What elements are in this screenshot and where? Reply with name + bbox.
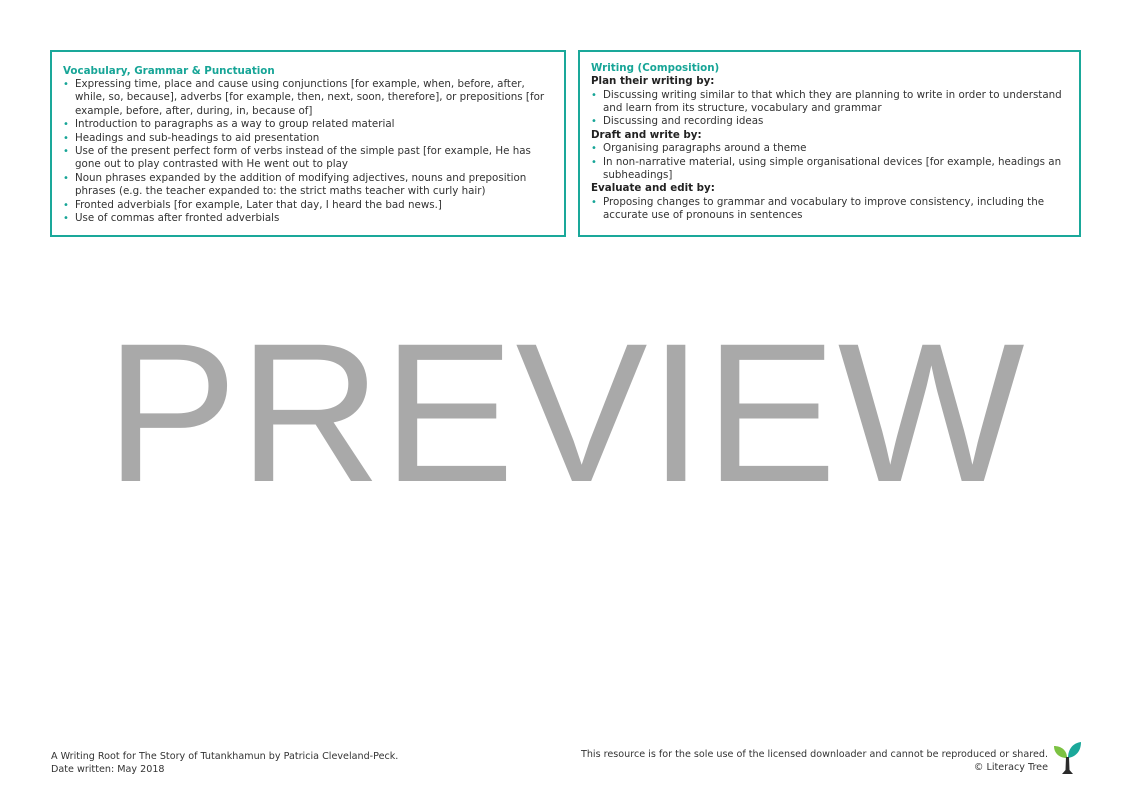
literacy-tree-logo-icon [1051,740,1083,776]
bullet-icon: • [63,119,69,131]
vocabulary-grammar-panel [50,50,566,237]
bullet-icon: • [591,156,597,168]
draft-heading: Draft and write by: [591,128,702,141]
list-item-text: Fronted adverbials [for example, Later that day, I heard the bad news.] [75,198,442,211]
list-item [63,199,554,212]
list-item [591,115,1069,128]
bullet-icon: • [63,146,69,158]
bullet-icon: • [63,213,69,225]
list-item [591,156,1069,183]
logo-leaf-right [1068,742,1081,758]
list-item-text: Discussing and recording ideas [603,115,764,128]
footer-license [581,749,1048,774]
list-item [63,132,554,145]
footer-source [51,751,398,776]
list-item-text: In non-narrative material, using simple organisational devices [for example, headings an subheadings] [603,155,1062,182]
list-item [591,142,1069,155]
logo-trunk [1062,757,1073,774]
list-item-text: Use of commas after fronted adverbials [75,212,280,225]
footer-date-line: Date written: May 2018 [51,763,165,775]
bullet-icon: • [63,199,69,211]
list-item-text: Use of the present perfect form of verbs instead of the simple past [for example, He has gone out to play contrasted with He went out to play [75,145,531,171]
footer-license-line: This resource is for the sole use of the licensed downloader and cannot be reproduced or shared. [580,749,1048,760]
bullet-icon: • [63,172,69,184]
logo-leaf-left [1054,746,1067,758]
list-item-text: Introduction to paragraphs as a way to group related material [75,118,395,131]
evaluate-heading: Evaluate and edit by: [591,182,715,195]
list-item-text: Noun phrases expanded by the addition of modifying adjectives, nouns and preposition phrases (e.g. the teacher expanded to: the strict maths teacher with curly hair) [75,171,527,198]
list-item-text: Headings and sub-headings to aid presentation [75,131,320,144]
bullet-icon: • [63,79,69,90]
list-item [63,78,554,118]
bullet-icon: • [63,132,69,144]
list-item [63,118,554,131]
list-item-text: Organising paragraphs around a theme [603,142,807,155]
plan-heading: Plan their writing by: [591,75,715,87]
list-item [591,196,1069,223]
bullet-icon: • [591,89,597,101]
bullet-icon: • [591,143,597,155]
evaluate-list [591,196,1069,223]
footer-copyright-line: © Literacy Tree [973,761,1048,773]
preview-watermark: PREVIEW [105,302,1026,523]
bullet-icon: • [591,116,597,128]
list-item [63,172,554,199]
list-item-text: Discussing writing similar to that which they are planning to write in order to understand and learn from its structure, vocabulary and grammar [603,88,1062,114]
footer-source-line: A Writing Root for The Story of Tutankhamun by Patricia Cleveland-Peck. [51,751,399,762]
vocabulary-list [63,78,554,225]
list-item-text: Proposing changes to grammar and vocabulary to improve consistency, including the accurate use of pronouns in sentences [603,195,1045,222]
writing-composition-panel [578,50,1081,237]
list-item-text: Expressing time, place and cause using conjunctions [for example, when, before, after, while, so, because], adverbs [for example, then, next, soon, therefore], or prepositions [for example, before, after, during, in, because of] [75,78,545,117]
list-item [63,212,554,225]
bullet-icon: • [591,196,597,208]
vocabulary-grammar-title: Vocabulary, Grammar & Punctuation [63,65,275,77]
list-item [63,145,554,172]
writing-composition-title: Writing (Composition) [591,62,720,74]
list-item [591,89,1069,116]
plan-list [591,89,1069,129]
draft-list [591,142,1069,182]
